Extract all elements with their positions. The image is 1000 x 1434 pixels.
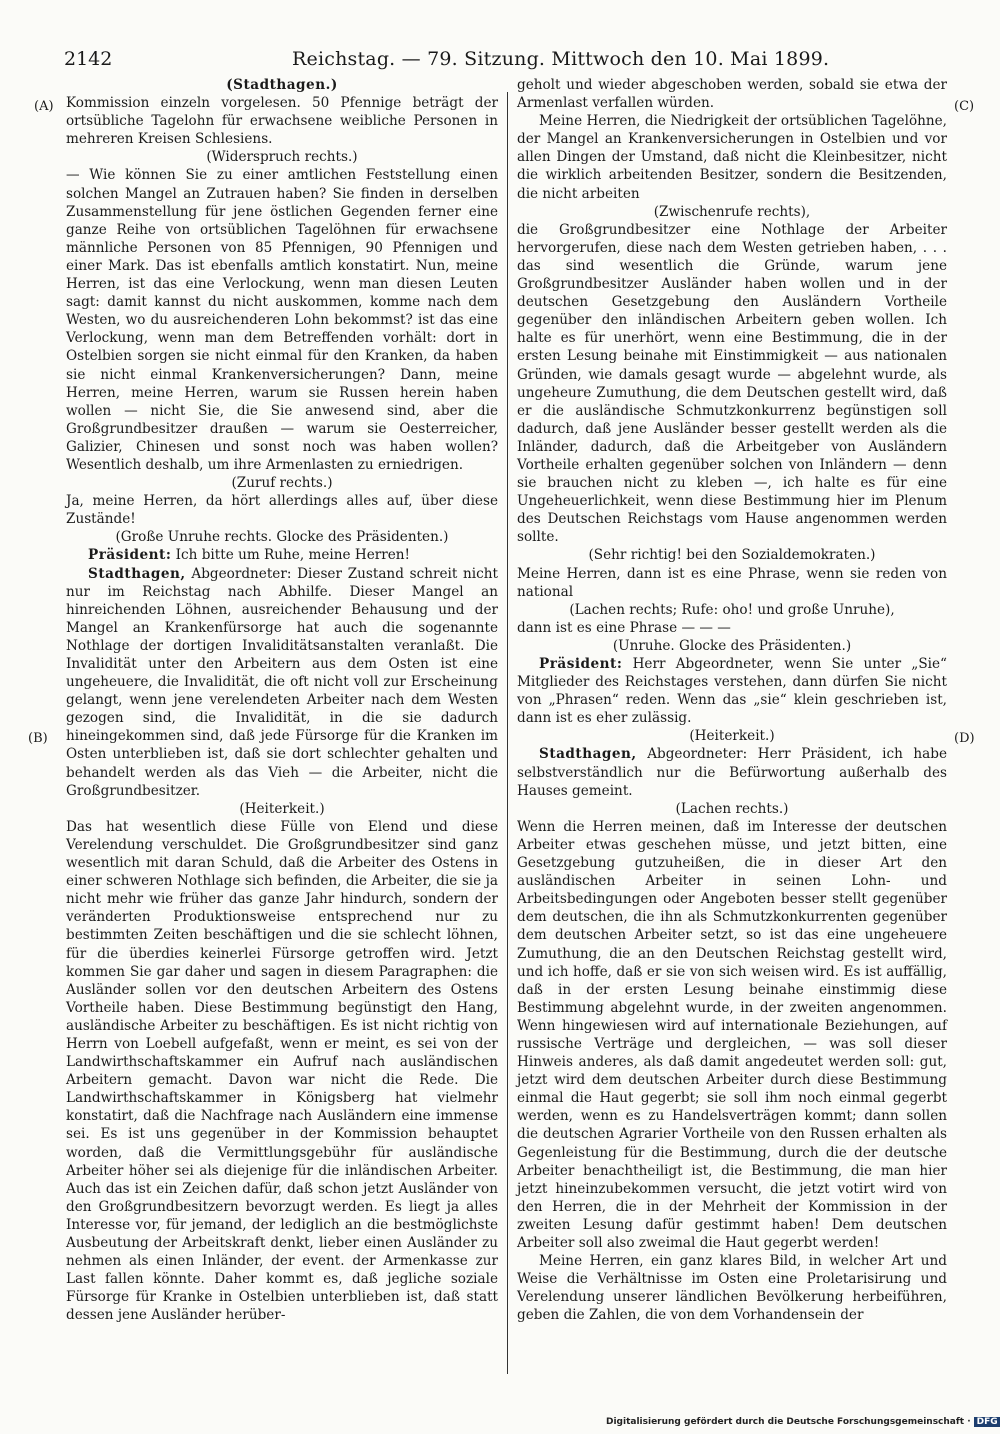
paragraph-text: (Große Unruhe rechts. Glocke des Präsidenten.) <box>115 529 449 546</box>
paragraph-text: (Stadthagen.) <box>226 77 338 93</box>
paragraph <box>66 565 498 800</box>
margin-mark-b: (B) <box>28 731 48 746</box>
paragraph-text: Meine Herren, dann ist es eine Phrase, wenn sie reden von national <box>517 565 947 600</box>
paragraph-text: Wenn die Herren meinen, daß im Interesse der deutschen Arbeiter etwas geschehen müsse, und jetzt bitten, eine Gesetzgebung gutzuheißen, die in dieser Art den ausländischen Arbeiter in seinen Lohn- und Arbeitsbedingungen oder Angeboten besser stellt gegenüber dem deutschen, die ihn als Schmutzkonkurrenten gegenüber dem deutschen Arbeiter setzt, so ist das eine ungeheuere Zumuthung, die an den Deutschen Reichstag gestellt wird, und ich hoffe, daß er sie von sich weisen wird. Es ist auffällig, daß in der ersten Lesung beinahe einstimmig diese Bestimmung abgelehnt wurde, in der zweiten angenommen. Wenn hingewiesen wird auf internationale Beziehungen, auf russische Verträge und dergleichen, — was soll dieser Hinweis anderes, als daß damit angedeutet werden soll: gut, jetzt wird dem deutschen Arbeiter durch diese Bestimmung einmal die Haut gegerbt; sie soll ihm noch einmal gegerbt werden, wenn es zu Handelsverträgen kommt; dann sollen die deutschen Agrarier Vortheile von den Russen erhalten als Gegenleistung für die Bestimmung, durch die der deutsche Arbeiter benachtheiligt ist, die Bestimmung, die man hier jetzt hineinzubekommen versucht, die jetzt votirt wird von den Herren, die in der Mehrheit der Kommission in der zweiten Lesung dafür gestimmt haben! Dem deutschen Arbeiter soll also zweimal die Haut gegerbt werden! <box>517 818 947 1251</box>
speaker-name: Stadthagen, <box>539 746 637 763</box>
paragraph-text: dann ist es eine Phrase — — — <box>517 619 731 636</box>
paragraph <box>517 619 947 637</box>
paragraph-text: die Großgrundbesitzer eine Nothlage der Arbeiter hervorgerufen, diese nach dem Westen getrieben haben, . . . das sind wesentlich die Gründe, warum jene Großgrundbesitzer Ausländer haben wollen und in der deutschen Gesetzgebung den Ausländern Vortheile gegenüber den inländischen Arbeitern geben wollen. Ich halte es für unerhört, wenn eine Bestimmung, die in der ersten Lesung beinahe mit Einstimmigkeit — aus nationalen Gründen, wie damals gesagt wurde — abgelehnt wurde, als ungeheure Zumuthung, die dem Deutschen gestellt wird, daß er die ausländische Schmutzkonkurrenz begünstigen soll dadurch, daß jene Ausländer besser gestellt werden als die Inländer, dadurch, daß die Arbeitgeber von Ausländern Vortheile erhalten gegenüber solchen von Inländern — denn sie brauchen nicht zu kleben —, ich halte es für eine Ungeheuerlichkeit, wenn diese Bestimmung hier im Plenum des Deutschen Reichstags vom Hause angenommen werden sollte. <box>517 221 947 546</box>
column-divider <box>507 92 508 1374</box>
paragraph-text: Meine Herren, die Niedrigkeit der ortsüblichen Tagelöhne, der Mangel an Krankenversicherungen in Ostelbien und vor allen Dingen der Umstand, daß nicht die Kleinbesitzer, nicht die wirklich arbeitenden Besitzer, sondern die Besitzenden, die nicht arbeiten <box>517 113 947 202</box>
digitization-credit <box>606 1417 1000 1427</box>
page-number: 2142 <box>64 48 113 70</box>
paragraph <box>517 221 947 547</box>
paragraph <box>517 1252 947 1324</box>
paragraph-text: Ich bitte um Ruhe, meine Herren! <box>171 547 411 564</box>
paragraph <box>517 546 947 564</box>
paragraph-text: (Sehr richtig! bei den Sozialdemokraten.) <box>588 547 876 564</box>
paragraph <box>517 727 947 745</box>
dfg-logo: DFG <box>974 1417 1000 1427</box>
paragraph-text: (Widerspruch rechts.) <box>206 149 358 166</box>
paragraph <box>66 528 498 546</box>
speaker-name: Präsident: <box>88 547 172 564</box>
margin-mark-d: (D) <box>954 731 975 746</box>
paragraph <box>66 94 498 148</box>
paragraph-text: geholt und wieder abgeschoben werden, sobald sie etwa der Armenlast verfallen würden. <box>517 77 947 112</box>
paragraph-text: Abgeordneter: Herr Präsident, ich habe selbstverständlich nur die Befürwortung außerhalb des Hauses gemeint. <box>517 746 947 799</box>
speaker-name: Präsident: <box>539 656 623 672</box>
paragraph-text: — Wie können Sie zu einer amtlichen Feststellung einen solchen Mangel an Zutrauen haben? Sie finden in derselben Zusammenstellung für jene östlichen Gegenden ferner eine ganze Reihe von ortsüblichen Tagelöhnen für erwachsene männliche Personen von 85 Pfennigen, 90 Pfennigen und einer Mark. Das ist ebenfalls amtlich konstatirt. Nun, meine Herren, ist das eine Verlockung, wenn man diesen Leuten sagt: damit kannst du nicht auskommen, komme nach dem Westen, wo du ausreichenderen Lohn bekommst? ist das eine Verlockung, wenn man dem Betreffenden vorhält: dort in Ostelbien sorgen sie nicht einmal für den Kranken, da haben sie nicht einmal Krankenversicherungen? Dann, meine Herren, meine Herren, warum sie Russen herein haben wollen — nicht Sie, die Sie anwesend sind, aber die Großgrundbesitzer draußen — warum sie Oesterreicher, Galizier, Chinesen und sonst noch was haben wollen? Wesentlich deshalb, um ihre Armenlasten zu erniedrigen. <box>66 167 498 473</box>
paragraph-text: (Heiterkeit.) <box>239 800 325 817</box>
paragraph <box>66 546 498 564</box>
paragraph <box>66 166 498 474</box>
paragraph-text: (Lachen rechts.) <box>675 800 789 817</box>
paragraph <box>517 112 947 202</box>
paragraph <box>66 818 498 1325</box>
text-column-right <box>517 76 947 1324</box>
paragraph <box>66 800 498 818</box>
paragraph <box>517 601 947 619</box>
margin-mark-a: (A) <box>34 99 54 114</box>
paragraph-text: Kommission einzeln vorgelesen. 50 Pfennige beträgt der ortsübliche Tagelohn für erwachsene weibliche Personen in mehreren Kreisen Schlesiens. <box>66 95 498 148</box>
paragraph <box>517 565 947 601</box>
paragraph <box>66 474 498 492</box>
text-column-left <box>66 76 498 1324</box>
page-header <box>64 46 944 72</box>
paragraph-text: (Lachen rechts; Rufe: oho! und große Unruhe), <box>569 601 895 618</box>
paragraph-text: (Zuruf rechts.) <box>231 475 333 492</box>
paragraph <box>66 76 498 94</box>
credit-text: Digitalisierung gefördert durch die Deutsche Forschungsgemeinschaft · <box>606 1417 971 1427</box>
paragraph <box>66 148 498 166</box>
paragraph <box>66 492 498 528</box>
paragraph-text: Herr Abgeordneter, wenn Sie unter „Sie“ Mitglieder des Reichstages verstehen, dann dürfen Sie nicht von „Phrasen“ reden. Wenn das „sie“ klein geschrieben ist, dann ist es eher zulässig. <box>517 656 947 727</box>
paragraph-text: (Unruhe. Glocke des Präsidenten.) <box>612 637 852 654</box>
paragraph-text: (Zwischenrufe rechts), <box>653 203 811 220</box>
paragraph <box>517 655 947 727</box>
paragraph <box>517 76 947 112</box>
paragraph-text: Abgeordneter: Dieser Zustand schreit nicht nur im Reichstag nach Abhilfe. Dieser Mangel an hinreichenden Löhnen, ausreichender Behausung und der Mangel an Krankenfürsorge hat auch die sogenannte Nothlage der dortigen Invaliditätsanstalten veranlaßt. Die Invalidität unter den Arbeitern aus dem Osten ist eine ungeheuere, die Invalidität, die oft nicht voll zur Erscheinung gelangt, wenn jene verelendeten Arbeiter nach dem Westen gezogen sind, die Invalidität, in die sie dadurch hineingekommen sind, daß jede Fürsorge für die Kranken im Osten unterblieben ist, daß sie dort schlechter gehalten und behandelt werden als das Vieh — die Arbeiter, nicht die Großgrundbesitzer. <box>66 565 498 799</box>
paragraph <box>517 800 947 818</box>
running-head: Reichstag. — 79. Sitzung. Mittwoch den 10. Mai 1899. <box>292 48 830 70</box>
paragraph-text: Meine Herren, ein ganz klares Bild, in welcher Art und Weise die Verhältnisse im Osten eine Proletarisirung und Verelendung unserer ländlichen Bevölkerung herbeiführen, geben die Zahlen, die von dem Vorhandensein der <box>517 1253 947 1324</box>
paragraph <box>517 203 947 221</box>
paragraph-text: Das hat wesentlich diese Fülle von Elend und diese Verelendung verschuldet. Die Großgrundbesitzer sind ganz wesentlich mit daran Schuld, daß die Arbeiter des Ostens in einer schweren Nothlage sich befinden, die Arbeiter, die sie ja nicht mehr wie früher das ganze Jahr hindurch, sondern der veränderten Produktionsweise entsprechend nur zu bestimmten Zeiten beschäftigen und die sie schlecht löhnen, für die überdies keinerlei Fürsorge getroffen wird. Jetzt kommen Sie gar daher und sagen in diesem Paragraphen: die Ausländer sollen vor den deutschen Arbeitern des Ostens Vortheile haben. Diese Bestimmung begünstigt den Hang, ausländische Arbeiter zu beschäftigen. Es ist nicht richtig von Herrn von Loebell aufgefaßt, wenn er meint, es sei von der Landwirthschaftskammer ein Aufruf nach ausländischen Arbeitern gemacht. Davon war nicht die Rede. Die Landwirthschaftskammer in Königsberg hat vielmehr konstatirt, daß die Nachfrage nach Ausländern eine immense sei. Es ist uns gegenüber in der Kommission behauptet worden, daß die Vermittlungsgebühr für ausländische Arbeiter höher sei als diejenige für die inländischen Arbeiter. Auch das ist ein Zeichen dafür, daß schon jetzt Ausländer von den Großgrundbesitzern bevorzugt werden. Es liegt ja alles Interesse vor, für jemand, der lediglich an die bestmöglichste Ausbeutung der Arbeitskraft denkt, lieber einen Ausländer zu nehmen als einen Inländer, der event. der Armenkasse zur Last fallen könnte. Daher kommt es, daß jegliche soziale Fürsorge für Kranke in Ostelbien unterblieben ist, daß statt dessen jene Ausländer herüber- <box>66 818 498 1324</box>
paragraph <box>517 637 947 655</box>
paragraph-text: (Heiterkeit.) <box>689 728 775 745</box>
paragraph <box>517 818 947 1252</box>
margin-mark-c: (C) <box>954 99 975 114</box>
speaker-name: Stadthagen, <box>88 565 186 582</box>
paragraph <box>517 745 947 799</box>
paragraph-text: Ja, meine Herren, da hört allerdings alles auf, über diese Zustände! <box>66 493 498 528</box>
